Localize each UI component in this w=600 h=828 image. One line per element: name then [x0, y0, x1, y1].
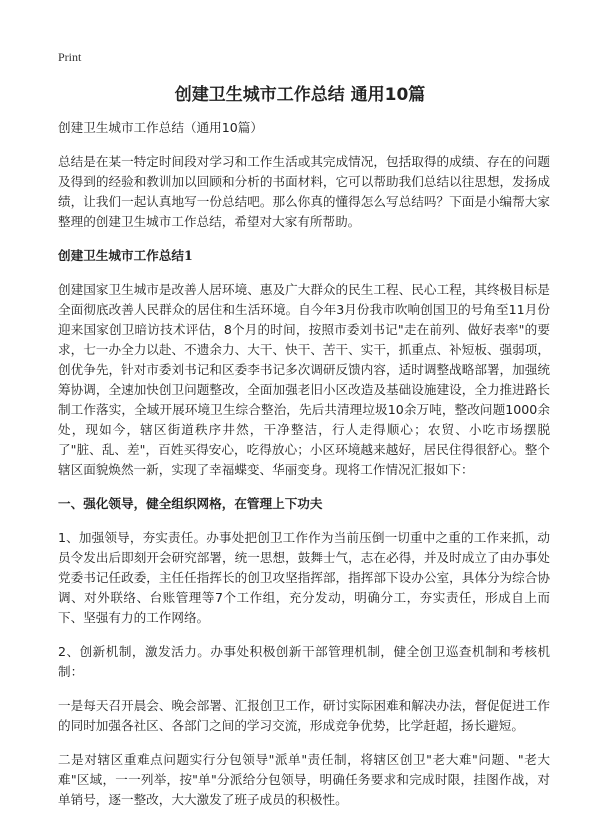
- intro-paragraph: 总结是在某一特定时间段对学习和工作生活或其完成情况，包括取得的成绩、存在的问题及得到的经验和教训加以回顾和分析的书面材料，它可以帮助我们总结以往思想，发扬成绩，让我们一起认真地写一份总结吧。那么你真的懂得怎么写总结吗？下面是小编帮大家整理的创建卫生城市工作总结，希望对大家有所帮助。: [58, 154, 550, 229]
- list-item: 2、创新机制，激发活力。办事处积极创新干部管理机制，健全创卫巡查机制和考核机制：: [58, 644, 550, 679]
- list-item: 一是每天召开晨会、晚会部署、汇报创卫工作，研讨实际困难和解决办法，督促促进工作的同时加强各社区、各部门之间的学习交流，形成竞争优势，比学赶超，扬长避短。: [58, 698, 550, 733]
- section-heading: 创建卫生城市工作总结1: [58, 248, 193, 263]
- list-item: 二是对辖区重难点问题实行分包领导"派单"责任制，将辖区创卫"老大难"问题、"老大难"区域，一一列举，按"单"分派给分包领导，明确任务要求和完成时限，挂图作战，对单销号，逐一整改，大大激发了班子成员的积极性。: [58, 752, 550, 807]
- section-paragraph: 创建国家卫生城市是改善人居环境、惠及广大群众的民生工程、民心工程，其终极目标是全面彻底改善人民群众的居住和生活环境。自今年3月份我市吹响创国卫的号角至11月份迎来国家创卫暗访技术评估，8个月的时间，按照市委刘书记"走在前列、做好表率"的要求，七一办全力以赴、不遗余力、大干、快干、苦干、实干，抓重点、补短板、强弱项，创优争先，针对市委刘书记和区委李书记多次调研反馈内容，适时调整战略部署，加强统筹协调，全速加快创卫问题整改，全面加强老旧小区改造及基础设施建设，全力推进路长制工作落实，全域开展环境卫生综合整治，先后共清理垃圾10余万吨，整改问题1000余处，现如今，辖区街道秩序井然，干净整洁，行人走得顺心；农贸、小吃市场摆脱了"脏、乱、差"，百姓买得安心，吃得放心；小区环境越来越好，居民住得很舒心。整个辖区面貌焕然一新，实现了幸福蝶变、华丽变身。现将工作情况汇报如下：: [58, 282, 550, 477]
- list-item: 1、加强领导，夯实责任。办事处把创卫工作作为当前压倒一切重中之重的工作来抓，动员令发出后即刻开会研究部署，统一思想，鼓舞士气，志在必得，并及时成立了由办事处党委书记任政委，主任任指挥长的创卫攻坚指挥部，指挥部下设办公室，具体分为综合协调、对外联络、台账管理等7个工作组，充分发动，明确分工，夯实责任，形成自上而下、坚强有力的工作网络。: [58, 530, 550, 625]
- page-title: 创建卫生城市工作总结 通用10篇: [174, 85, 426, 105]
- print-link[interactable]: Print: [58, 50, 82, 64]
- article-body: [58, 118, 550, 824]
- subsection-heading: 一、强化领导，健全组织网格，在管理上下功夫: [58, 496, 323, 511]
- article-subtitle: 创建卫生城市工作总结（通用10篇）: [58, 120, 263, 135]
